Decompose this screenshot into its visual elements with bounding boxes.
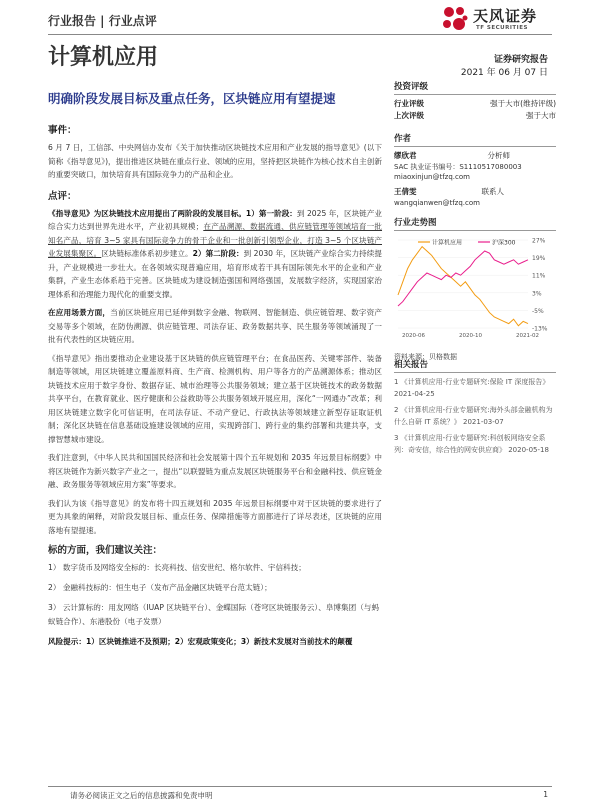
page-title: 计算机应用: [48, 45, 159, 70]
list-item: 1） 数字货币及网络安全标的：长亮科技、信安世纪、格尔软件、宇信科技；: [48, 563, 306, 572]
related-list: [394, 376, 556, 456]
author-1-role: 分析师: [487, 151, 510, 160]
stage-1-standards: 区块链标准体系初步建立。: [101, 249, 193, 258]
rating-box: [394, 80, 556, 122]
y-tick-label: 3%: [532, 290, 542, 298]
related-report-item[interactable]: 2 《计算机应用-行业专题研究:海外头部金融机构为什么自研 IT 系统？》 2021-03-07: [394, 406, 553, 426]
legend-label: 沪深300: [492, 239, 516, 247]
scenario-text: 当前区块链应用已延伸到数字金融、物联网、智能制造、供应链管理、数字资产交易等多个领域，在防伪溯源、供应链管理、司法存证、政务数据共享、民生服务等领域涌现了一批有代表性的区块链应用。: [48, 308, 382, 344]
list-item: 2） 金融科技标的：恒生电子（发布产品金融区块链平台范太链）；: [48, 583, 272, 592]
logo-flower-icon: [440, 4, 470, 34]
comment-paragraph-4: 我们注意到，《中华人民共和国国民经济和社会发展第十四个五年规划和 2035 年远景目标纲要》中将区块链作为新兴数字产业之一，提出“以联盟链为重点发展区块链服务平台和金融科技、供应链金融、政务服务等领域应用方案”等要求。: [48, 453, 382, 489]
stage-1-underlined: 在产品溯源、数据流通、供应链管理等领域培育一批知名产品，培育 3~5 家具有国际竞争力的骨干企业和一批创新引领型企业，打造 3~5 个区块链产业发展集聚区。: [48, 222, 383, 258]
report-subtitle: 明确阶段发展目标及重点任务，区块链应用有望提速: [48, 91, 336, 106]
author-box: [394, 132, 556, 208]
rating-value: 强于大市(维持评级): [490, 99, 556, 108]
footer-divider: [48, 786, 552, 787]
logo-text-en: TF SECURITIES: [476, 25, 528, 31]
event-text: 6 月 7 日，工信部、中央网信办发布《关于加快推动区块链技术应用和产业发展的指导意见》(以下简称《指导意见》)，提出推进区块链在重点行业、领域的应用，坚持把区块链作为核心技术自主创新的重要突破口，加快培育具有国际竞争力的产品和企业。: [48, 143, 382, 179]
event-heading: 事件：: [48, 125, 77, 136]
company-logo: [440, 2, 552, 36]
author-1-sac: SAC 执业证书编号：S1110517080003: [394, 163, 522, 171]
author-1-name: 缪欣君: [394, 151, 417, 160]
scenario-bold: 在应用场景方面，: [48, 308, 111, 317]
series-line: [398, 251, 528, 306]
y-tick-label: -5%: [532, 307, 544, 315]
report-date: 2021 年 06 月 07 日: [460, 68, 548, 78]
stage-goal-bold: 《指导意见》为区块链技术应用提出了两阶段的发展目标。1）第一阶段：: [48, 208, 297, 218]
list-item: 3） 云计算标的：用友网络（IUAP 区块链平台）、金蝶国际（苍穹区块链服务云）、阜博集团（与蚂蚁链合作）、东港股份（电子发票）: [48, 603, 379, 626]
related-box: [394, 358, 556, 460]
rating-heading: 投资评级: [394, 80, 556, 95]
stage-2-text: 到 2030 年，区块链产业综合实力持续提升，产业规模进一步壮大。在各领域实现普遍应用，培育形成若干具有国际领先水平的企业和产业集群，产业生态体系趋于完善。区块链成为建设制造强国和网络强国，发展数字经济，实现国家治理体系和治理能力现代化的重要支撑。: [48, 249, 383, 299]
page-number: 1: [543, 790, 548, 799]
y-tick-label: 11%: [532, 272, 546, 280]
header-divider: [48, 34, 552, 35]
x-tick-label: 2020-10: [459, 333, 482, 339]
comment-paragraph-3: 《指导意见》指出要推动企业建设基于区块链的供应链管理平台；在食品医药、关键零部件、装备制造等领域，用区块链建立覆盖原料商、生产商、检测机构、用户等各方的产品溯源体系；推动区块链技术应用于数字身份、数据存证、城市治理等公共服务领域；建立基于区块链技术的政务数据共享平台，在教育就业、医疗健康和公益救助等公共服务领域开展应用，深化“一网通办”改革；利用区块链建立数字化可信证明，在司法存证、不动产登记、行政执法等领域建立新型存证取证机制；深化区块链在信息基础设施建设领域的应用，实现跨部门、跨行业的集约部署和共建共享，支撑智慧城市建设。: [48, 353, 382, 444]
report-category: 行业报告 | 行业点评: [48, 14, 157, 28]
prev-rating-value: 强于大市: [526, 111, 556, 120]
author-1-email[interactable]: miaoxinjun@tfzq.com: [394, 173, 470, 181]
x-tick-label: 2021-02: [516, 333, 539, 339]
comment-paragraph-1: [48, 207, 382, 302]
y-tick-label: 19%: [532, 255, 546, 263]
comment-heading: 点评：: [48, 190, 77, 202]
y-tick-label: -13%: [532, 325, 548, 333]
comment-paragraph-2: [48, 306, 382, 347]
targets-heading: 标的方面，我们建议关注：: [48, 545, 163, 556]
logo-text-cn: 天风证券: [473, 7, 538, 25]
trend-heading: 行业走势图: [394, 216, 556, 231]
author-heading: 作者: [394, 132, 556, 147]
related-report-item[interactable]: 1 《计算机应用-行业专题研究:保险 IT 深度报告》 2021-04-25: [394, 378, 550, 398]
chart-source: 资料来源：贝格数据: [394, 353, 457, 361]
prev-rating-label: 上次评级: [394, 111, 424, 120]
author-2-name: 王倩雯: [394, 187, 417, 196]
report-type: 证券研究报告: [493, 55, 548, 65]
footer-disclaimer: 请务必阅读正文之后的信息披露和免责申明: [70, 791, 213, 800]
comment-paragraph-5: 我们认为该《指导意见》的发布将十四五规划和 2035 年远景目标纲要中对于区块链的要求进行了更为具象的阐释，对阶段发展目标、重点任务、保障措施等方面都进行了详尽表述，区块链的应用落地有望提速。: [48, 498, 382, 535]
legend-label: 计算机应用: [432, 239, 463, 247]
related-heading: 相关报告: [394, 358, 556, 373]
x-tick-label: 2020-06: [402, 333, 425, 339]
targets-list: [48, 561, 382, 629]
author-2-role: 联系人: [481, 187, 504, 196]
series-line: [398, 247, 528, 326]
trend-box: [394, 216, 556, 362]
y-tick-label: 27%: [532, 237, 546, 245]
related-report-item[interactable]: 3 《计算机应用-行业专题研究:科创板网络安全系列：奇安信，综合性的网安供应商》 2020-05-18: [394, 434, 549, 454]
main-content: [48, 122, 382, 654]
stage-2-bold: 2）第二阶段：: [192, 249, 244, 258]
rating-label: 行业评级: [394, 99, 424, 108]
author-2-email[interactable]: wangqianwen@tfzq.com: [394, 199, 480, 207]
stage-1-text: 到 2025 年，区块链产业综合实力达到世界先进水平，产业初具规模；: [48, 208, 382, 231]
risk-warning: 风险提示：1）区块链推进不及预期；2）宏观政策变化；3）新技术发展对当前技术的颠覆: [48, 637, 353, 646]
industry-trend-chart: [394, 234, 556, 346]
